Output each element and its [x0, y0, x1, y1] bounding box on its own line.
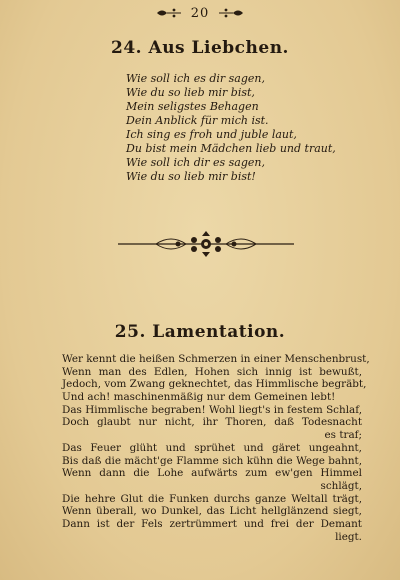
page-header: [0, 4, 400, 22]
poem-line: Wenn man des Edlen, Hohen sich innig ist bewußt,: [62, 365, 362, 378]
poem-line: liegt.: [335, 530, 362, 543]
poem-line: Wie du so lieb mir bist,: [126, 86, 255, 99]
poem-line: Dann ist der Fels zertrümmert und frei der Demant: [62, 517, 362, 530]
poem-line: Wie soll ich dir es sagen,: [126, 156, 265, 169]
poem-body: [62, 353, 370, 543]
poem-line: Doch glaubt nur nicht, ihr Thoren, daß Todesnacht: [62, 416, 362, 429]
poem-title: 24. Aus Liebchen.: [111, 38, 289, 58]
poem-line: Dein Anblick für mich ist.: [126, 114, 269, 127]
poem-line: Ich sing es froh und juble laut,: [126, 128, 297, 141]
poem-line: Wenn überall, wo Dunkel, das Licht hellglänzend siegt,: [62, 505, 362, 518]
poem-line: Die hehre Glut die Funken durchs ganze Weltall trägt,: [62, 492, 362, 505]
floral-divider-icon: [116, 230, 296, 258]
floral-ornament-icon: [217, 7, 245, 19]
poem-line: Wer kennt die heißen Schmerzen in einer Menschenbrust,: [62, 353, 370, 365]
poem-line: Bis daß die mächt'ge Flamme sich kühn die Wege bahnt,: [62, 454, 362, 467]
poem-line: es traf;: [324, 429, 362, 442]
poem-line: Wenn dann die Lohe aufwärts zum ew'gen Himmel: [62, 467, 362, 480]
poem-line: Wie du so lieb mir bist!: [126, 170, 256, 183]
poem-body: [126, 72, 396, 184]
poem-title: 25. Lamentation.: [114, 322, 286, 342]
poem-line: Mein seligstes Behagen: [126, 100, 259, 113]
poem-line: Das Feuer glüht und sprühet und gäret ungeahnt,: [62, 441, 362, 454]
poem-line: Und ach! maschinenmäßig nur dem Gemeinen lebt!: [62, 391, 336, 404]
poem-line: Du bist mein Mädchen lieb und traut,: [126, 142, 336, 155]
poem-line: schlägt,: [320, 479, 362, 492]
poem-line: Wie soll ich es dir sagen,: [126, 72, 265, 85]
page-number: 20: [190, 5, 210, 21]
poem-line: Das Himmlische begraben! Wohl liegt's in festem Schlaf,: [62, 403, 362, 416]
floral-ornament-icon: [155, 7, 183, 19]
poem-line: Jedoch, vom Zwang geknechtet, das Himmlische begräbt,: [62, 378, 367, 391]
